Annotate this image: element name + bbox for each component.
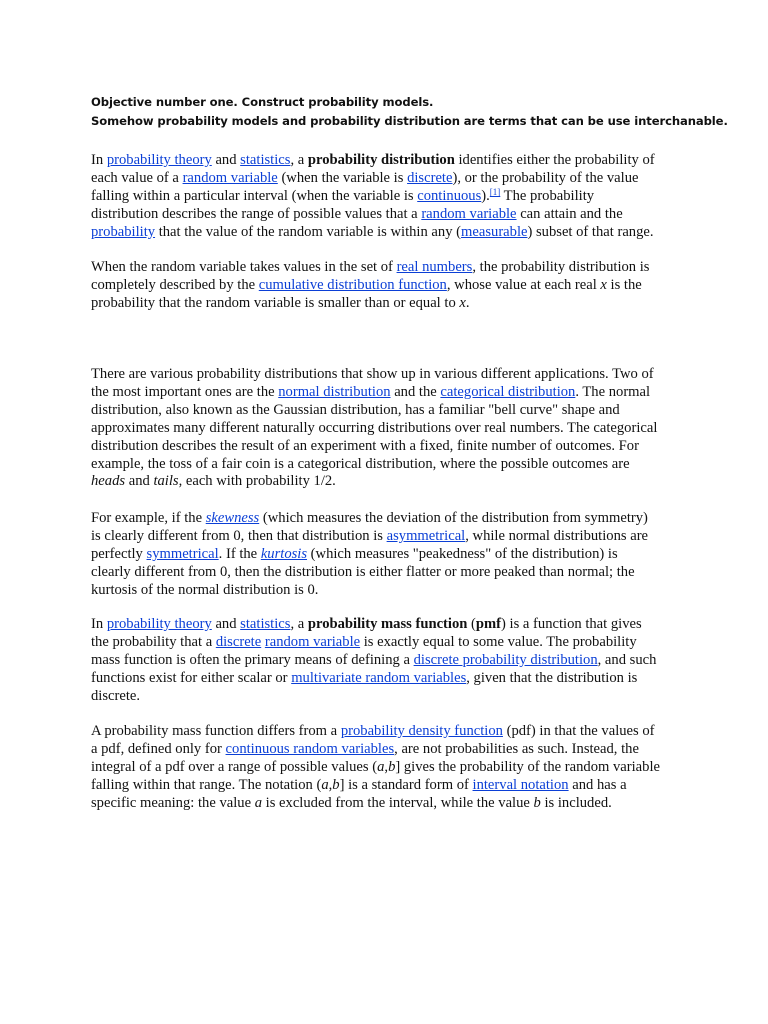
text-run: a xyxy=(377,758,385,775)
citation-link[interactable]: [1] xyxy=(489,186,501,197)
text-run: is excluded from the interval, while the value xyxy=(262,794,534,811)
paragraph-probability-distribution xyxy=(91,152,681,242)
link-measurable[interactable]: measurable xyxy=(461,223,528,240)
link-asymmetrical[interactable]: asymmetrical xyxy=(386,527,466,544)
text-line xyxy=(91,652,681,670)
text-run: distribution, also known as the Gaussian distribution, has a familiar "bell curve" shape and xyxy=(91,401,620,418)
text-run: distribution describes the range of possible values that a xyxy=(91,205,422,222)
link-discrete[interactable]: discrete xyxy=(215,633,262,650)
text-run: b xyxy=(533,794,541,811)
link-random-variable[interactable]: random variable xyxy=(182,169,278,186)
text-run: ) subset of that range. xyxy=(527,223,654,240)
text-line xyxy=(91,616,681,634)
text-line xyxy=(91,438,681,456)
text-line xyxy=(91,759,681,777)
text-run: probability mass function xyxy=(307,616,468,632)
link-symmetrical[interactable]: symmetrical xyxy=(146,545,219,562)
text-run: . The normal xyxy=(575,383,651,400)
text-run: and xyxy=(211,616,241,632)
text-line xyxy=(91,188,681,206)
text-run: probability distribution xyxy=(307,152,455,168)
text-line xyxy=(91,670,681,688)
paragraph-real-numbers xyxy=(91,259,681,313)
text-run: approximates many different naturally occurring distributions over real numbers. The categorical xyxy=(91,419,658,436)
text-run: is included. xyxy=(540,794,612,811)
link-statistics[interactable]: statistics xyxy=(240,616,291,632)
text-run: that the value of the random variable is within any ( xyxy=(155,223,462,240)
text-line xyxy=(91,170,681,188)
link-interval-notation[interactable]: interval notation xyxy=(472,776,569,793)
text-run: can attain and the xyxy=(516,205,623,222)
text-line xyxy=(91,366,681,384)
link-statistics[interactable]: statistics xyxy=(240,152,291,168)
text-run: (which measures "peakedness" of the distribution) is xyxy=(307,545,618,562)
link-probability[interactable]: probability xyxy=(91,223,156,240)
text-line xyxy=(91,795,681,813)
link-probability-density-function[interactable]: probability density function xyxy=(340,723,503,739)
text-run: specific meaning: the value xyxy=(91,794,255,811)
text-line xyxy=(91,723,681,741)
text-line xyxy=(91,295,681,313)
text-run: each value of a xyxy=(91,169,183,186)
text-run: a pdf, defined only for xyxy=(91,740,226,757)
text-run: , xyxy=(384,758,389,775)
text-run: , a xyxy=(290,616,308,632)
text-run: ). xyxy=(481,187,490,204)
text-run: ), or the probability of the value xyxy=(452,169,639,186)
link-skewness[interactable]: skewness xyxy=(205,510,260,526)
text-run: tails xyxy=(153,473,179,490)
text-line xyxy=(91,473,681,491)
link-probability-theory[interactable]: probability theory xyxy=(106,152,212,168)
text-run: integral of a pdf over a range of possible values ( xyxy=(91,758,378,775)
text-run: pmf xyxy=(475,616,502,632)
text-run: a xyxy=(254,794,263,811)
text-run: In xyxy=(91,616,107,632)
text-line xyxy=(91,564,681,582)
text-run: the probability that a xyxy=(91,633,216,650)
paragraph-various-distributions xyxy=(91,366,681,491)
link-kurtosis[interactable]: kurtosis xyxy=(260,545,308,562)
text-line xyxy=(91,634,681,652)
text-line xyxy=(91,777,681,795)
text-run: For example, if the xyxy=(91,510,206,526)
text-run: completely described by the xyxy=(91,276,259,293)
text-run: , while normal distributions are xyxy=(465,527,649,544)
text-line xyxy=(91,277,681,295)
text-line xyxy=(91,456,681,474)
text-run: functions exist for either scalar or xyxy=(91,669,292,686)
text-run: x xyxy=(600,276,607,293)
text-run: distribution describes the result of an experiment with a fixed, finite number of outcomes. For xyxy=(91,437,639,454)
text-run: kurtosis of the normal distribution is 0. xyxy=(91,581,319,598)
text-run: falling within that range. The notation ( xyxy=(91,776,322,793)
text-run: identifies either the probability of xyxy=(454,152,655,168)
link-random-variable[interactable]: random variable xyxy=(421,205,517,222)
text-run: is clearly different from 0, then that distribution is xyxy=(91,527,387,544)
text-run: , given that the distribution is xyxy=(466,669,638,686)
text-run: , the probability distribution is xyxy=(472,259,650,275)
link-probability-theory[interactable]: probability theory xyxy=(106,616,212,632)
objective-title: Objective number one. Construct probability models. xyxy=(91,95,434,109)
text-line xyxy=(91,259,681,277)
text-run: falling within a particular interval (when the variable is xyxy=(91,187,418,204)
text-run: In xyxy=(91,152,107,168)
link-normal-distribution[interactable]: normal distribution xyxy=(278,383,391,400)
link-continuous[interactable]: continuous xyxy=(417,187,482,204)
text-run: and xyxy=(125,473,154,490)
link-discrete[interactable]: discrete xyxy=(407,169,453,186)
text-run: probability that the random variable is smaller than or equal to xyxy=(91,294,460,311)
text-line xyxy=(91,741,681,759)
text-run: , a xyxy=(290,152,308,168)
text-line xyxy=(91,206,681,224)
text-run: (which measures the deviation of the distribution from symmetry) xyxy=(259,510,648,526)
objective-subtitle: Somehow probability models and probability distribution are terms that can be use interchanable. xyxy=(91,114,728,128)
text-run: clearly different from 0, then the distribution is either flatter or more peaked than normal; the xyxy=(91,563,635,580)
text-run: example, the toss of a fair coin is a categorical distribution, where the possible outcomes are xyxy=(91,455,630,472)
text-line xyxy=(91,688,681,706)
paragraph-pmf-vs-pdf xyxy=(91,723,681,813)
text-run: and xyxy=(211,152,241,168)
text-run: discrete. xyxy=(91,687,141,704)
text-run: is the xyxy=(606,276,642,293)
text-run: a xyxy=(321,776,329,793)
text-run: , and such xyxy=(597,651,657,668)
link-discrete-probability-distribution[interactable]: discrete probability distribution xyxy=(413,651,598,668)
text-run: When the random variable takes values in the set of xyxy=(91,259,397,275)
text-run: , xyxy=(328,776,333,793)
text-run: x xyxy=(459,294,466,311)
text-run: , each with probability 1/2. xyxy=(178,473,336,490)
text-run: perfectly xyxy=(91,545,147,562)
paragraph-skewness-kurtosis xyxy=(91,510,681,600)
link-real-numbers[interactable]: real numbers xyxy=(396,259,473,275)
text-line xyxy=(91,224,681,242)
text-line xyxy=(91,546,681,564)
text-run: heads xyxy=(91,473,126,490)
text-run: and the xyxy=(390,383,441,400)
text-run: There are various probability distributions that show up in various different applications. Two of xyxy=(91,366,654,382)
text-run: (when the variable is xyxy=(277,169,408,186)
link-categorical-distribution[interactable]: categorical distribution xyxy=(440,383,576,400)
text-run: mass function is often the primary means of defining a xyxy=(91,651,414,668)
text-line xyxy=(91,402,681,420)
text-line xyxy=(91,420,681,438)
text-run: and has a xyxy=(568,776,627,793)
link-multivariate-random-variables[interactable]: multivariate random variables xyxy=(291,669,467,686)
text-run: , are not probabilities as such. Instead, the xyxy=(394,740,639,757)
text-line xyxy=(91,510,681,528)
link-cumulative-distribution-function[interactable]: cumulative distribution function xyxy=(258,276,447,293)
text-run: The probability xyxy=(500,187,595,204)
link-continuous-random-variables[interactable]: continuous random variables xyxy=(225,740,395,757)
text-run: the most important ones are the xyxy=(91,383,279,400)
text-run: b xyxy=(332,776,340,793)
text-line xyxy=(91,384,681,402)
text-run: , whose value at each real xyxy=(446,276,601,293)
link-random-variable[interactable]: random variable xyxy=(264,633,361,650)
text-run: . If the xyxy=(218,545,261,562)
text-line xyxy=(91,528,681,546)
text-line xyxy=(91,152,681,170)
text-run: ( xyxy=(467,616,476,632)
paragraph-probability-mass-function xyxy=(91,616,681,706)
text-run: b xyxy=(388,758,396,775)
text-run: ] gives the probability of the random variable xyxy=(395,758,660,775)
text-run: ) is a function that gives xyxy=(501,616,642,632)
text-run: (pdf) in that the values of xyxy=(502,723,655,739)
text-run: A probability mass function differs from a xyxy=(91,723,341,739)
text-run: is exactly equal to some value. The probability xyxy=(360,633,637,650)
text-run: ] is a standard form of xyxy=(339,776,473,793)
text-line xyxy=(91,582,681,600)
text-run: . xyxy=(465,294,470,311)
